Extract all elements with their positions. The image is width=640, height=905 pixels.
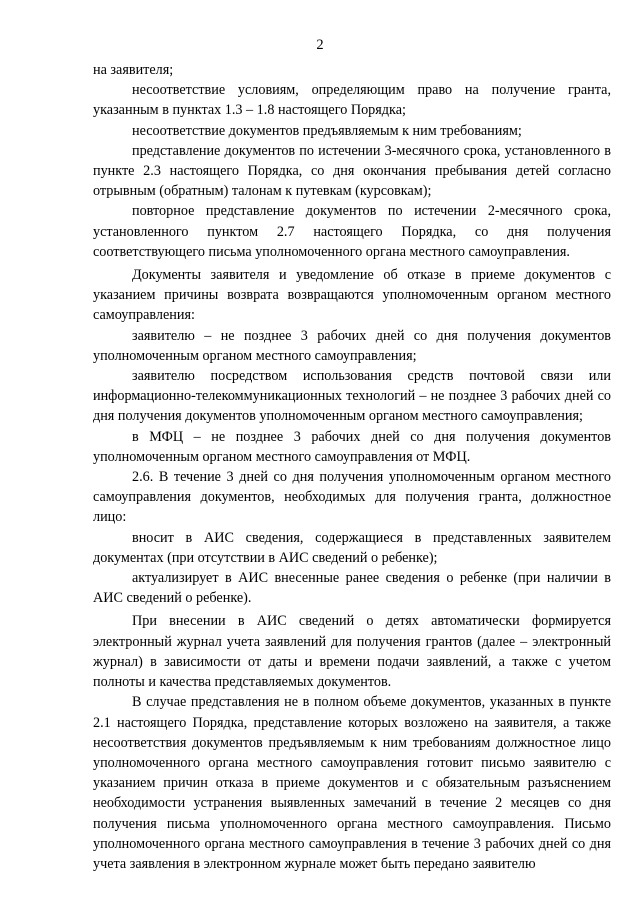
document-body (93, 60, 611, 874)
paragraph-documents-return: Документы заявителя и уведомление об отказе в приеме документов с указанием причины возврата возвращаются уполномоченным органом местного самоуправления: (93, 267, 611, 324)
paragraph-refusal-reason-conditions: несоответствие условиям, определяющим право на получение гранта, указанным в пунктах 1.3 – 1.8 настоящего Порядка; (93, 82, 611, 119)
paragraph-return-to-mfc: в МФЦ – не позднее 3 рабочих дней со дня получения документов уполномоченным органом местного самоуправления от МФЦ. (93, 428, 611, 465)
paragraph-section-2-6: 2.6. В течение 3 дней со дня получения уполномоченным органом местного самоуправления документов, необходимых для получения гранта, должностное лицо: (93, 469, 611, 526)
paragraph-update-ais: актуализирует в АИС внесенные ранее сведения о ребенке (при наличии в АИС сведений о ребенке). (93, 570, 611, 607)
paragraph-refusal-reason-requirements: несоответствие документов предъявляемым к ним требованиям; (132, 122, 522, 139)
paragraph-enter-into-ais: вносит в АИС сведения, содержащиеся в представленных заявителем документах (при отсутствии в АИС сведений о ребенке); (93, 529, 611, 566)
paragraph-return-by-post: заявителю посредством использования средств почтовой связи или информационно-телекоммуникационных технологий – не позднее 3 рабочих дней со дня получения документов уполномоченным органом местного самоуправления; (93, 368, 611, 425)
paragraph-return-to-applicant: заявителю – не позднее 3 рабочих дней со дня получения документов уполномоченным органом местного самоуправления; (93, 327, 611, 364)
page-number: 2 (316, 37, 324, 53)
paragraph-electronic-journal: При внесении в АИС сведений о детях автоматически формируется электронный журнал учета заявлений для получения грантов (далее – электронный журнал) в зависимости от даты и времени подачи заявлений, а также с учетом полноты и качества представляемых документов. (93, 613, 611, 691)
paragraph-incomplete-documents: В случае представления не в полном объеме документов, указанных в пункте 2.1 настоящего Порядка, представление которых возложено на заявителя, а также несоответствия документов предъявляемым к ним требованиям должностное лицо уполномоченного органа местного самоуправления готовит письмо заявителю с указанием причин отказа в приеме документов и с обязательным разъяснением необходимости устранения выявленных замечаний в течение 2 месяцев со дня получения письма уполномоченного органа местного самоуправления. Письмо уполномоченного органа местного самоуправления в течение 3 рабочих дней со дня учета заявления в электронном журнале может быть передано заявителю (93, 694, 611, 872)
paragraph-continuation: на заявителя; (93, 62, 174, 78)
paragraph-refusal-reason-2-month-term: повторное представление документов по истечении 2-месячного срока, установленного пунктом 2.7 настоящего Порядка, со дня получения соответствующего письма уполномоченного органа местного самоуправления. (93, 203, 611, 260)
paragraph-refusal-reason-3-month-term: представление документов по истечении 3-месячного срока, установленного в пункте 2.3 настоящего Порядка, со дня окончания пребывания детей согласно отрывным (обратным) талонам к путевкам (курсовкам); (93, 142, 611, 200)
